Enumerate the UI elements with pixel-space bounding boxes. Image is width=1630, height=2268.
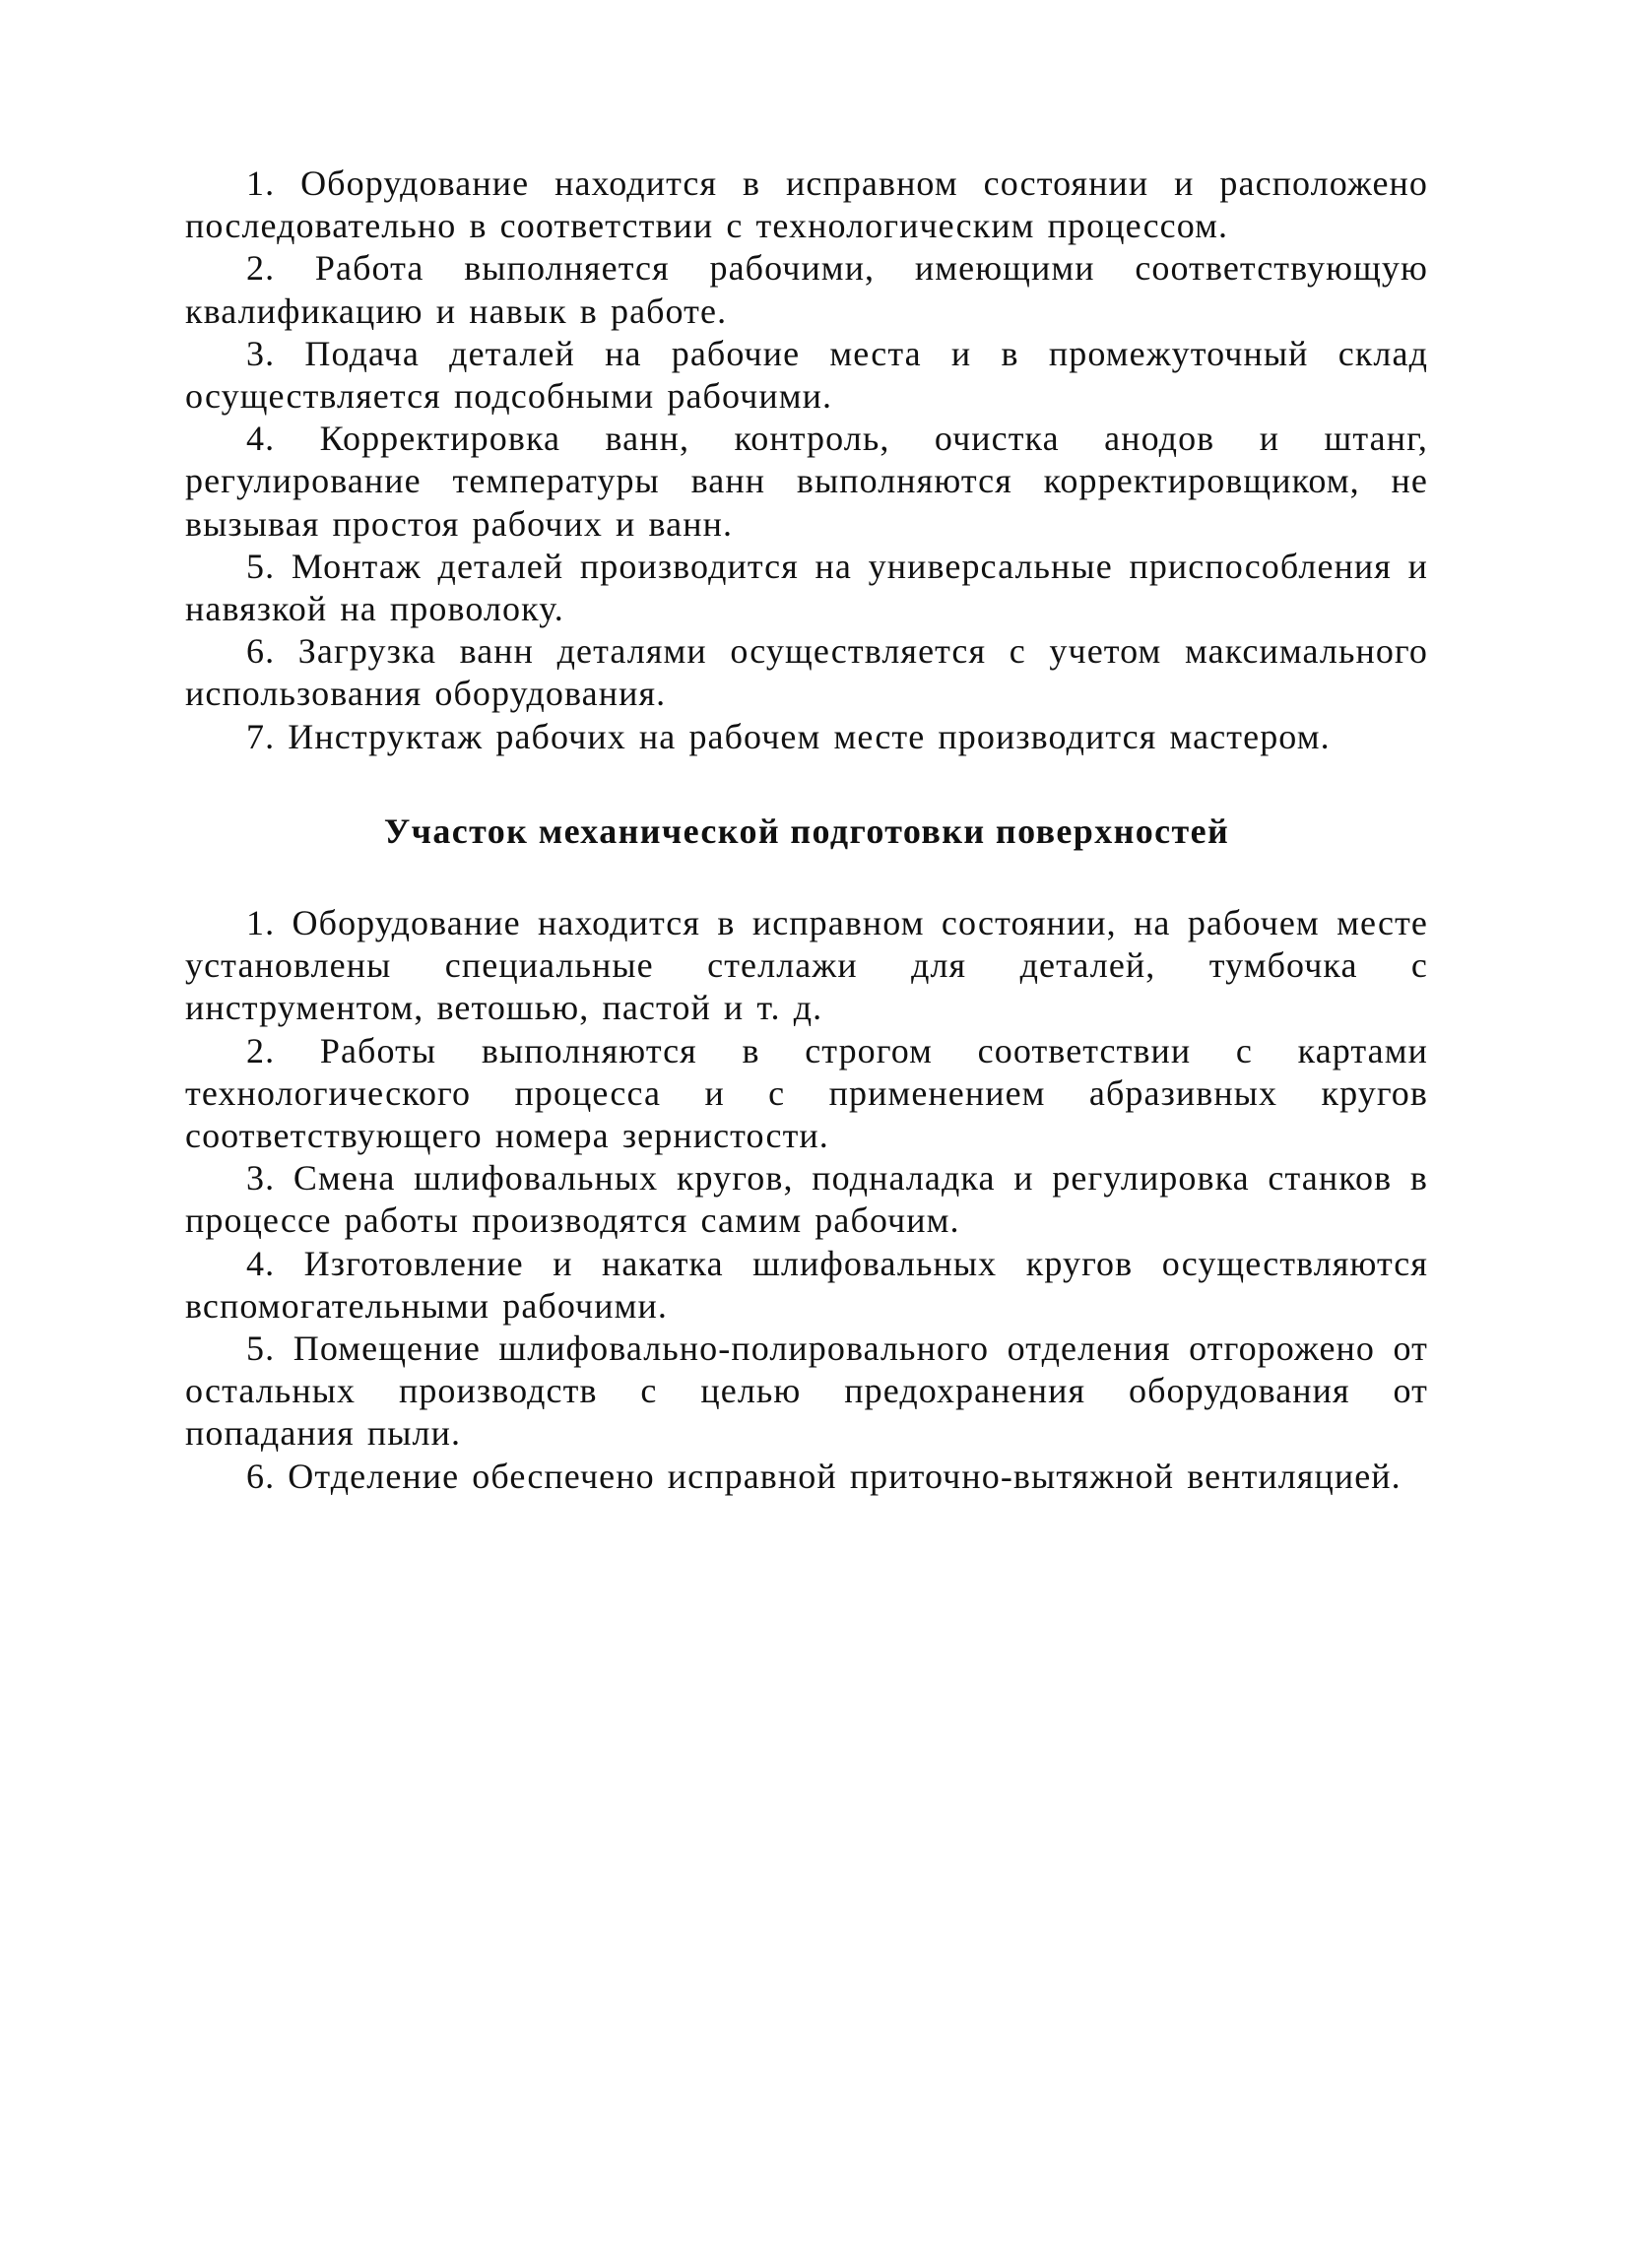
section-2-list — [185, 902, 1428, 1498]
list-item-6: 6. Загрузка ванн деталями осуществляется с учетом максимального использования оборудования. — [185, 631, 1428, 714]
list-item-5: 5. Помещение шлифовально-полировального отделения отгорожено от остальных производств с целью предохранения оборудования от попадания пыли. — [185, 1328, 1428, 1454]
section-1-list — [185, 162, 1428, 758]
list-item-3: 3. Подача деталей на рабочие места и в промежуточный склад осуществляется подсобными рабочими. — [185, 333, 1428, 417]
list-item-4: 4. Изготовление и накатка шлифовальных кругов осуществляются вспомогательными рабочими. — [185, 1243, 1428, 1326]
section-heading: Участок механической подготовки поверхностей — [383, 810, 1230, 851]
list-item-2: 2. Работа выполняется рабочими, имеющими соответствующую квалификацию и навык в работе. — [185, 248, 1428, 331]
list-item-1: 1. Оборудование находится в исправном состоянии, на рабочем месте установлены специальные стеллажи для деталей, тумбочка с инструментом, ветошью, пастой и т. д. — [185, 903, 1428, 1028]
list-item-5: 5. Монтаж деталей производится на универсальные приспособления и навязкой на проволоку. — [185, 546, 1428, 629]
document-page — [185, 162, 1428, 1498]
list-item-6: 6. Отделение обеспечено исправной приточно-вытяжной вентиляцией. — [246, 1456, 1402, 1496]
list-item-2: 2. Работы выполняются в строгом соответствии с картами технологического процесса и с применением абразивных кругов соответствующего номера зернистости. — [185, 1030, 1428, 1156]
list-item-7: 7. Инструктаж рабочих на рабочем месте производится мастером. — [246, 716, 1331, 756]
list-item-4: 4. Корректировка ванн, контроль, очистка анодов и штанг, регулирование температуры ванн выполняются корректировщиком, не вызывая простоя рабочих и ванн. — [185, 419, 1428, 544]
list-item-3: 3. Смена шлифовальных кругов, подналадка и регулировка станков в процессе работы производятся самим рабочим. — [185, 1158, 1428, 1241]
list-item-1: 1. Оборудование находится в исправном состоянии и расположено последовательно в соответствии с технологическим процессом. — [185, 163, 1428, 246]
